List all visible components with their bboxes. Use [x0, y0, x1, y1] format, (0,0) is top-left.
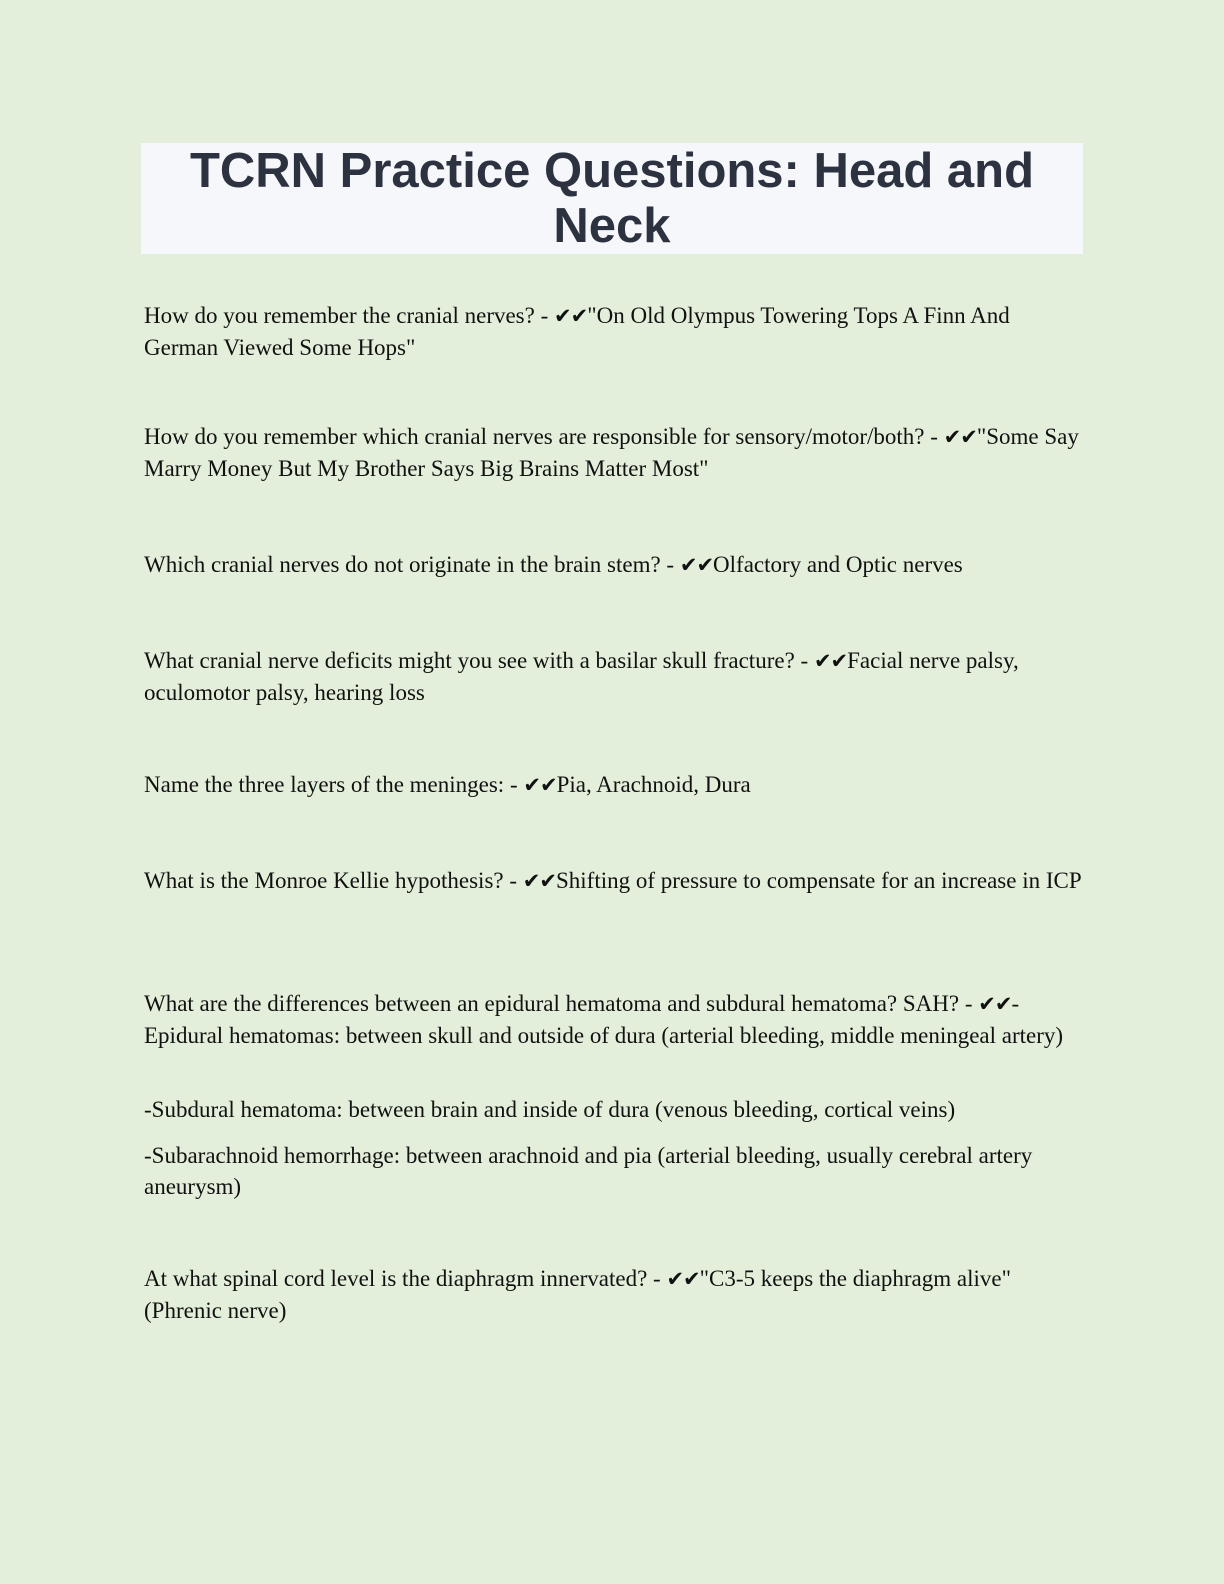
qa-item-8 [144, 1263, 1086, 1326]
question-text: How do you remember which cranial nerves are responsible for sensory/motor/both? - [144, 424, 944, 449]
answer-text: Olfactory and Optic nerves [713, 552, 963, 577]
double-check-icon: ✔✔ [943, 425, 977, 449]
qa-item-4 [144, 645, 1086, 708]
question-text: Which cranial nerves do not originate in the brain stem? - [144, 552, 680, 577]
answer-text: "On Old Olympus Towering Tops A Finn And German Viewed Some Hops" [144, 303, 1010, 360]
qa-item-7-extra-line-2: -Subarachnoid hemorrhage: between arachnoid and pia (arterial bleeding, usually cerebral artery aneurysm) [144, 1143, 1033, 1199]
double-check-icon: ✔✔ [679, 553, 714, 577]
question-text: What are the differences between an epidural hematoma and subdural hematoma? SAH? - [144, 991, 979, 1016]
double-check-icon: ✔✔ [666, 1267, 700, 1291]
double-check-icon: ✔✔ [978, 992, 1012, 1016]
qa-item-7-extra-line-1: -Subdural hematoma: between brain and inside of dura (venous bleeding, cortical veins) [144, 1097, 956, 1122]
double-check-icon: ✔✔ [813, 649, 848, 673]
answer-text: "C3-5 keeps the diaphragm alive" (Phrenic nerve) [144, 1266, 1011, 1323]
page-title: TCRN Practice Questions: Head and Neck [189, 143, 1035, 253]
question-text: How do you remember the cranial nerves? - [144, 303, 555, 328]
qa-item-6 [144, 865, 1086, 897]
qa-item-2 [144, 421, 1086, 484]
answer-text: -Epidural hematomas: between skull and outside of dura (arterial bleeding, middle meningeal artery) [144, 991, 1064, 1048]
question-text: What cranial nerve deficits might you see with a basilar skull fracture? - [144, 648, 814, 673]
answer-text: Pia, Arachnoid, Dura [556, 772, 751, 797]
qa-item-3 [144, 549, 1086, 581]
question-text: Name the three layers of the meninges: - [144, 772, 524, 797]
double-check-icon: ✔✔ [523, 773, 557, 797]
qa-item-1 [144, 300, 1086, 363]
double-check-icon: ✔✔ [522, 869, 556, 893]
qa-item-7 [144, 988, 1086, 1051]
title-banner [141, 143, 1083, 254]
double-check-icon: ✔✔ [554, 304, 588, 328]
qa-item-5 [144, 769, 1086, 801]
question-text: At what spinal cord level is the diaphragm innervated? - [144, 1266, 667, 1291]
answer-text: "Some Say Marry Money But My Brother Says Big Brains Matter Most" [144, 424, 1079, 481]
question-text: What is the Monroe Kellie hypothesis? - [144, 868, 523, 893]
answer-text: Shifting of pressure to compensate for an increase in ICP [555, 868, 1082, 893]
answer-text: Facial nerve palsy, oculomotor palsy, hearing loss [144, 648, 1019, 705]
